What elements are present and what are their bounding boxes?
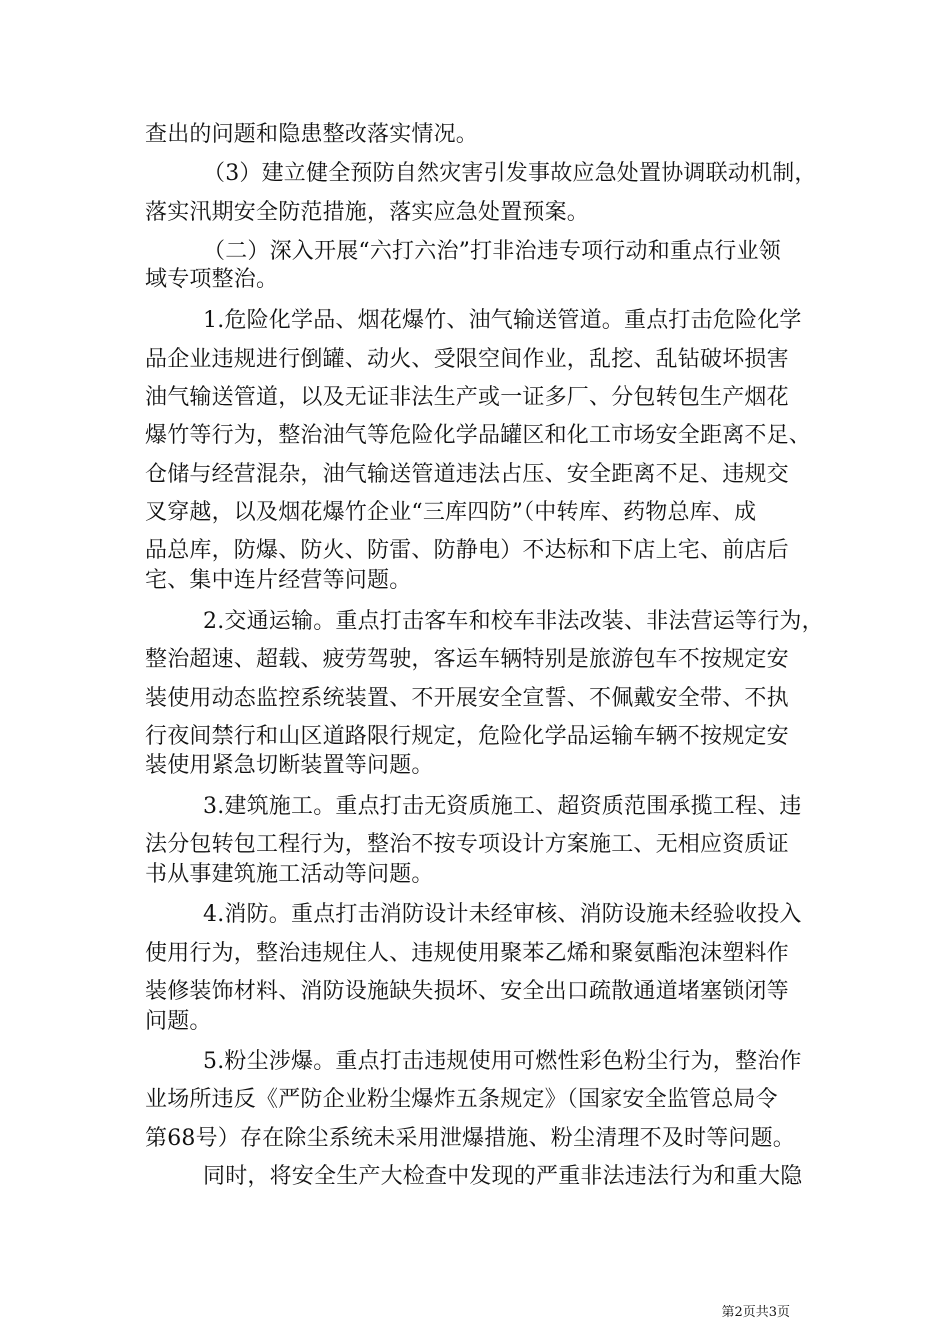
text-line: 第68号）存在除尘系统未采用泄爆措施、粉尘清理不及时等问题。 (145, 1126, 795, 1151)
text-line: 叉穿越，以及烟花爆竹企业“三库四防”（中转库、药物总库、成 (145, 500, 757, 525)
text-line: 装使用动态监控系统装置、不开展安全宣誓、不佩戴安全带、不执 (145, 686, 789, 711)
text-line: 4.消防。重点打击消防设计未经审核、消防设施未经验收投入 (203, 902, 802, 927)
text-line: 油气输送管道，以及无证非法生产或一证多厂、分包转包生产烟花 (145, 385, 789, 410)
page-number: 第2页共3页 (721, 1305, 790, 1320)
text-line: 书从事建筑施工活动等问题。 (145, 862, 434, 887)
text-line: 宅、集中连片经营等问题。 (145, 568, 412, 593)
text-line: 查出的问题和隐患整改落实情况。 (145, 122, 479, 147)
text-line: 同时，将安全生产大检查中发现的严重非法违法行为和重大隐 (203, 1164, 803, 1189)
text-line: 使用行为，整治违规住人、违规使用聚苯乙烯和聚氨酯泡沫塑料作 (145, 941, 789, 966)
text-line: 爆竹等行为，整治油气等危险化学品罐区和化工市场安全距离不足、 (145, 423, 812, 448)
text-line: 业场所违反《严防企业粉尘爆炸五条规定》（国家安全监管总局令 (145, 1087, 778, 1112)
text-line: 整治超速、超载、疲劳驾驶，客运车辆特别是旅游包车不按规定安 (145, 647, 789, 672)
text-line: （二）深入开展“六打六治”打非治违专项行动和重点行业领 (203, 239, 781, 264)
text-line: 行夜间禁行和山区道路限行规定，危险化学品运输车辆不按规定安 (145, 724, 789, 749)
text-line: 法分包转包工程行为，整治不按专项设计方案施工、无相应资质证 (145, 832, 789, 857)
text-line: 2.交通运输。重点打击客车和校车非法改装、非法营运等行为， (203, 609, 824, 634)
text-line: 仓储与经营混杂，油气输送管道违法占压、安全距离不足、违规交 (145, 462, 789, 487)
text-line: 5.粉尘涉爆。重点打击违规使用可燃性彩色粉尘行为，整治作 (203, 1049, 802, 1074)
text-line: 品企业违规进行倒罐、动火、受限空间作业，乱挖、乱钻破坏损害 (145, 347, 789, 372)
text-line: （3）建立健全预防自然灾害引发事故应急处置协调联动机制， (203, 161, 817, 186)
text-line: 落实汛期安全防范措施，落实应急处置预案。 (145, 200, 590, 225)
text-line: 域专项整治。 (145, 267, 279, 292)
text-line: 装使用紧急切断装置等问题。 (145, 753, 434, 778)
text-line: 问题。 (145, 1009, 212, 1034)
text-line: 品总库，防爆、防火、防雷、防静电）不达标和下店上宅、前店后 (145, 538, 789, 563)
text-line: 装修装饰材料、消防设施缺失损坏、安全出口疏散通道堵塞锁闭等 (145, 979, 789, 1004)
text-line: 1.危险化学品、烟花爆竹、油气输送管道。重点打击危险化学 (203, 308, 802, 333)
text-line: 3.建筑施工。重点打击无资质施工、超资质范围承揽工程、违 (203, 794, 802, 819)
